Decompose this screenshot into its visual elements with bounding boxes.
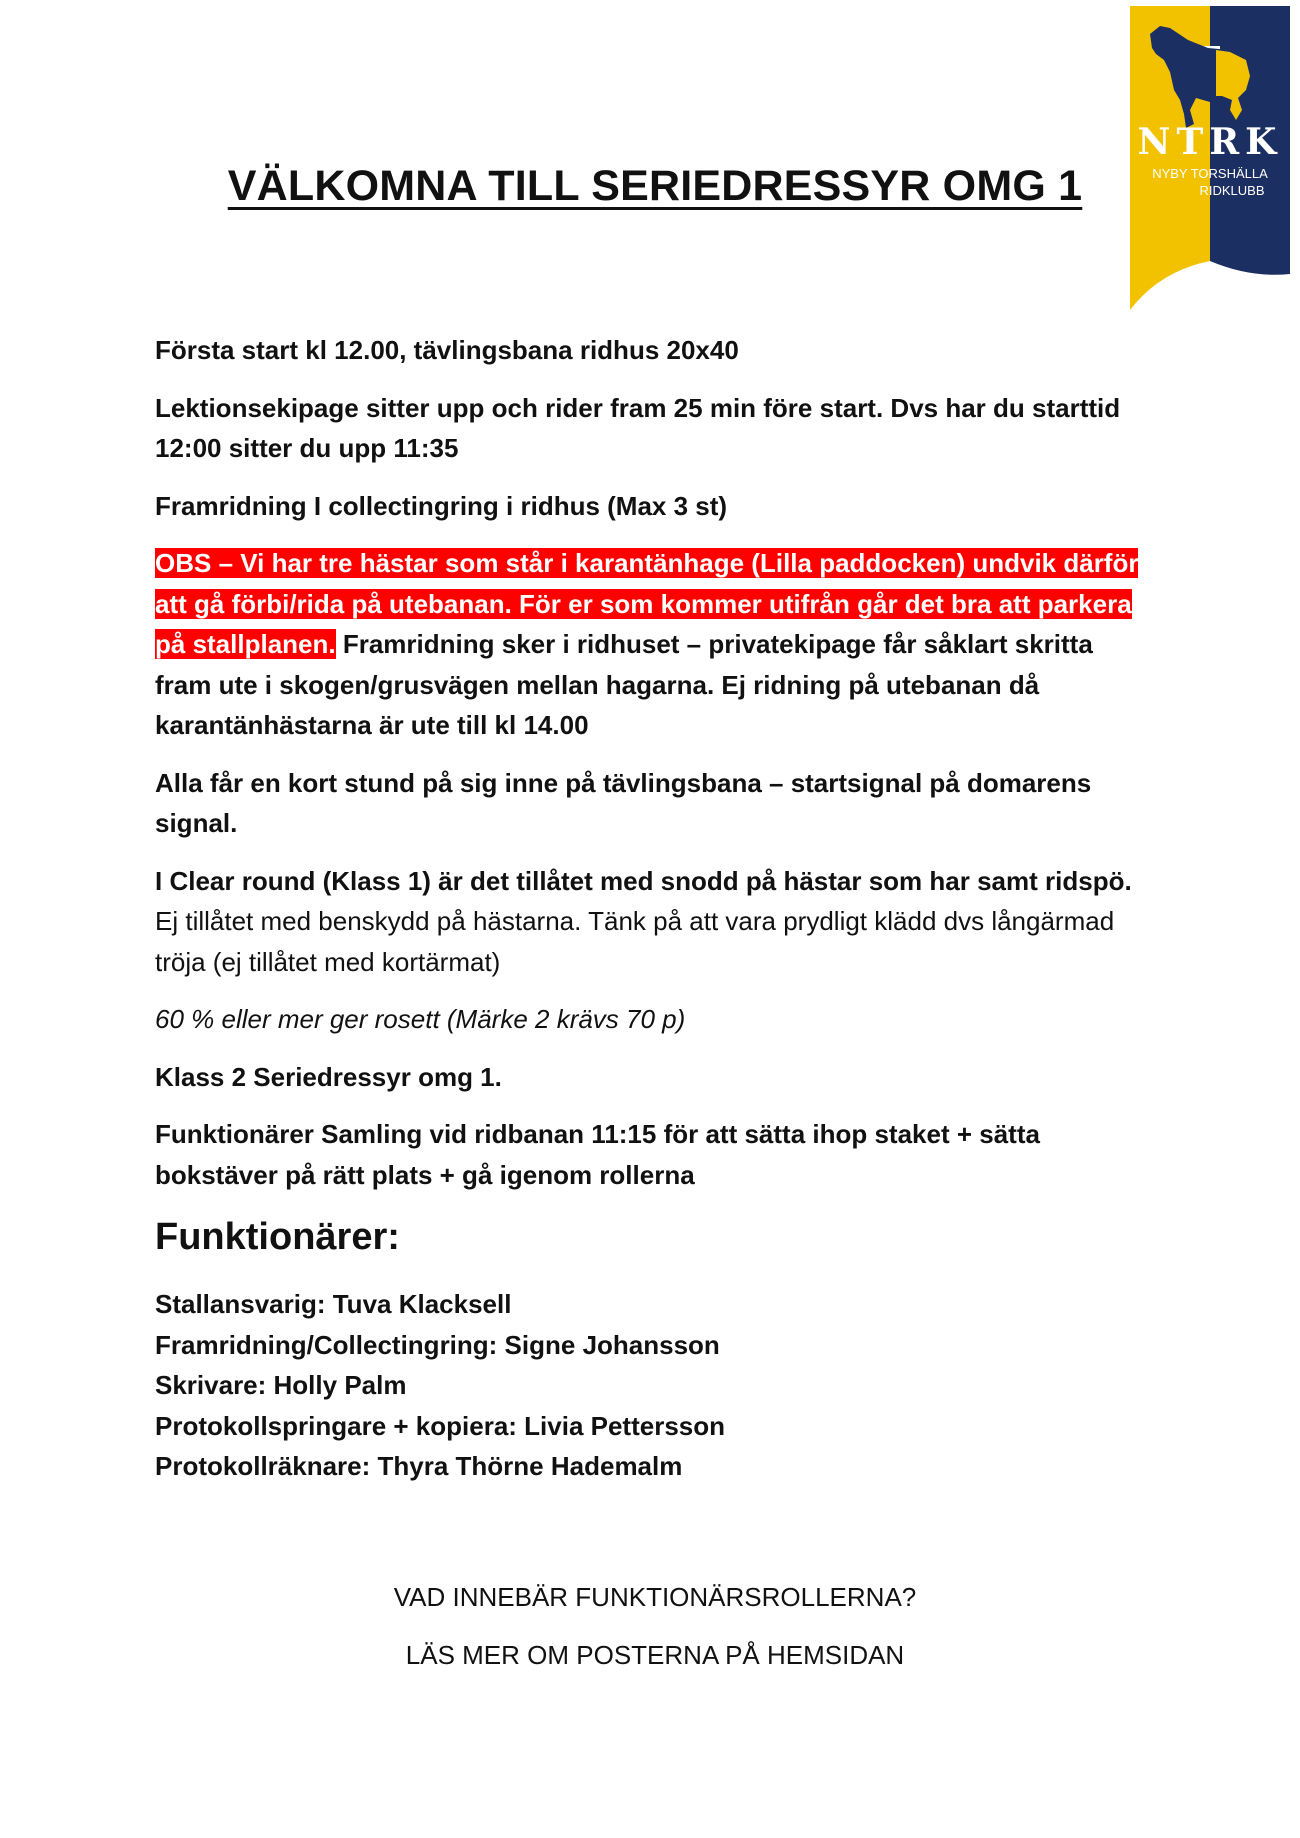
officials-meeting-paragraph: Funktionärer Samling vid ridbanan 11:15 för att sätta ihop staket + sätta bokstäver på rätt plats + gå igenom rollerna [155, 1119, 1040, 1190]
footer-question: VAD INNEBÄR FUNKTIONÄRSROLLERNA? [393, 1582, 917, 1612]
lesson-equipage-paragraph: Lektionsekipage sitter upp och rider fram 25 min före start. Dvs har du starttid 12:00 sitter du upp 11:35 [155, 392, 1121, 463]
warmup-paragraph: Framridning I collectingring i ridhus (Max 3 st) [155, 490, 728, 521]
first-start-paragraph: Första start kl 12.00, tävlingsbana ridhus 20x40 [155, 335, 739, 365]
logo-abbreviation: NTRK [1137, 121, 1283, 163]
official-item: Stallansvarig: Tuva Klacksell [155, 1289, 512, 1319]
arena-time-paragraph: Alla får en kort stund på sig inne på tävlingsbana – startsignal på domarens signal. [155, 767, 1092, 838]
logo-graphic [1130, 6, 1290, 310]
obs-warning-rest: Framridning sker i ridhuset – privatekipage får såklart skritta fram ute i skogen/grusvägen mellan hagarna. Ej ridning på utebanan då karantänhästarna är ute till kl 14.00 [155, 629, 1093, 740]
clear-round-rules-rest: Ej tillåtet med benskydd på hästarna. Tänk på att vara prydligt klädd dvs långärmad tröja (ej tillåtet med kortärmat) [155, 906, 1115, 977]
officials-heading: Funktionärer: [155, 1216, 400, 1258]
rosette-paragraph: 60 % eller mer ger rosett (Märke 2 krävs 70 p) [155, 1004, 686, 1034]
club-logo [1130, 6, 1290, 310]
clear-round-rules-bold: I Clear round (Klass 1) är det tillåtet med snodd på hästar som har samt ridspö. [155, 865, 1132, 896]
footer-read-more: LÄS MER OM POSTERNA PÅ HEMSIDAN [405, 1640, 905, 1670]
official-item: Protokollspringare + kopiera: Livia Pettersson [155, 1410, 726, 1441]
official-item: Framridning/Collectingring: Signe Johansson [155, 1329, 720, 1360]
class2-paragraph: Klass 2 Seriedressyr omg 1. [155, 1061, 502, 1092]
official-item: Skrivare: Holly Palm [155, 1370, 407, 1400]
official-item: Protokollräknare: Thyra Thörne Hademalm [155, 1451, 683, 1481]
document-body [155, 330, 1155, 1487]
logo-club-name-line2: RIDKLUBB [1199, 183, 1265, 198]
obs-warning-highlight: OBS – Vi har tre hästar som står i karantänhage (Lilla paddocken) undvik därför att gå förbi/rida på utebanan. För er som kommer utifrån går det bra att parkera på stallplanen. [155, 548, 1139, 659]
logo-club-name-line1: NYBY TORSHÄLLA [1152, 166, 1268, 181]
clear-round-paragraph [155, 861, 1155, 983]
obs-paragraph [155, 543, 1155, 746]
page-title: VÄLKOMNA TILL SERIEDRESSYR OMG 1 [227, 162, 1083, 210]
officials-list [155, 1284, 1155, 1487]
